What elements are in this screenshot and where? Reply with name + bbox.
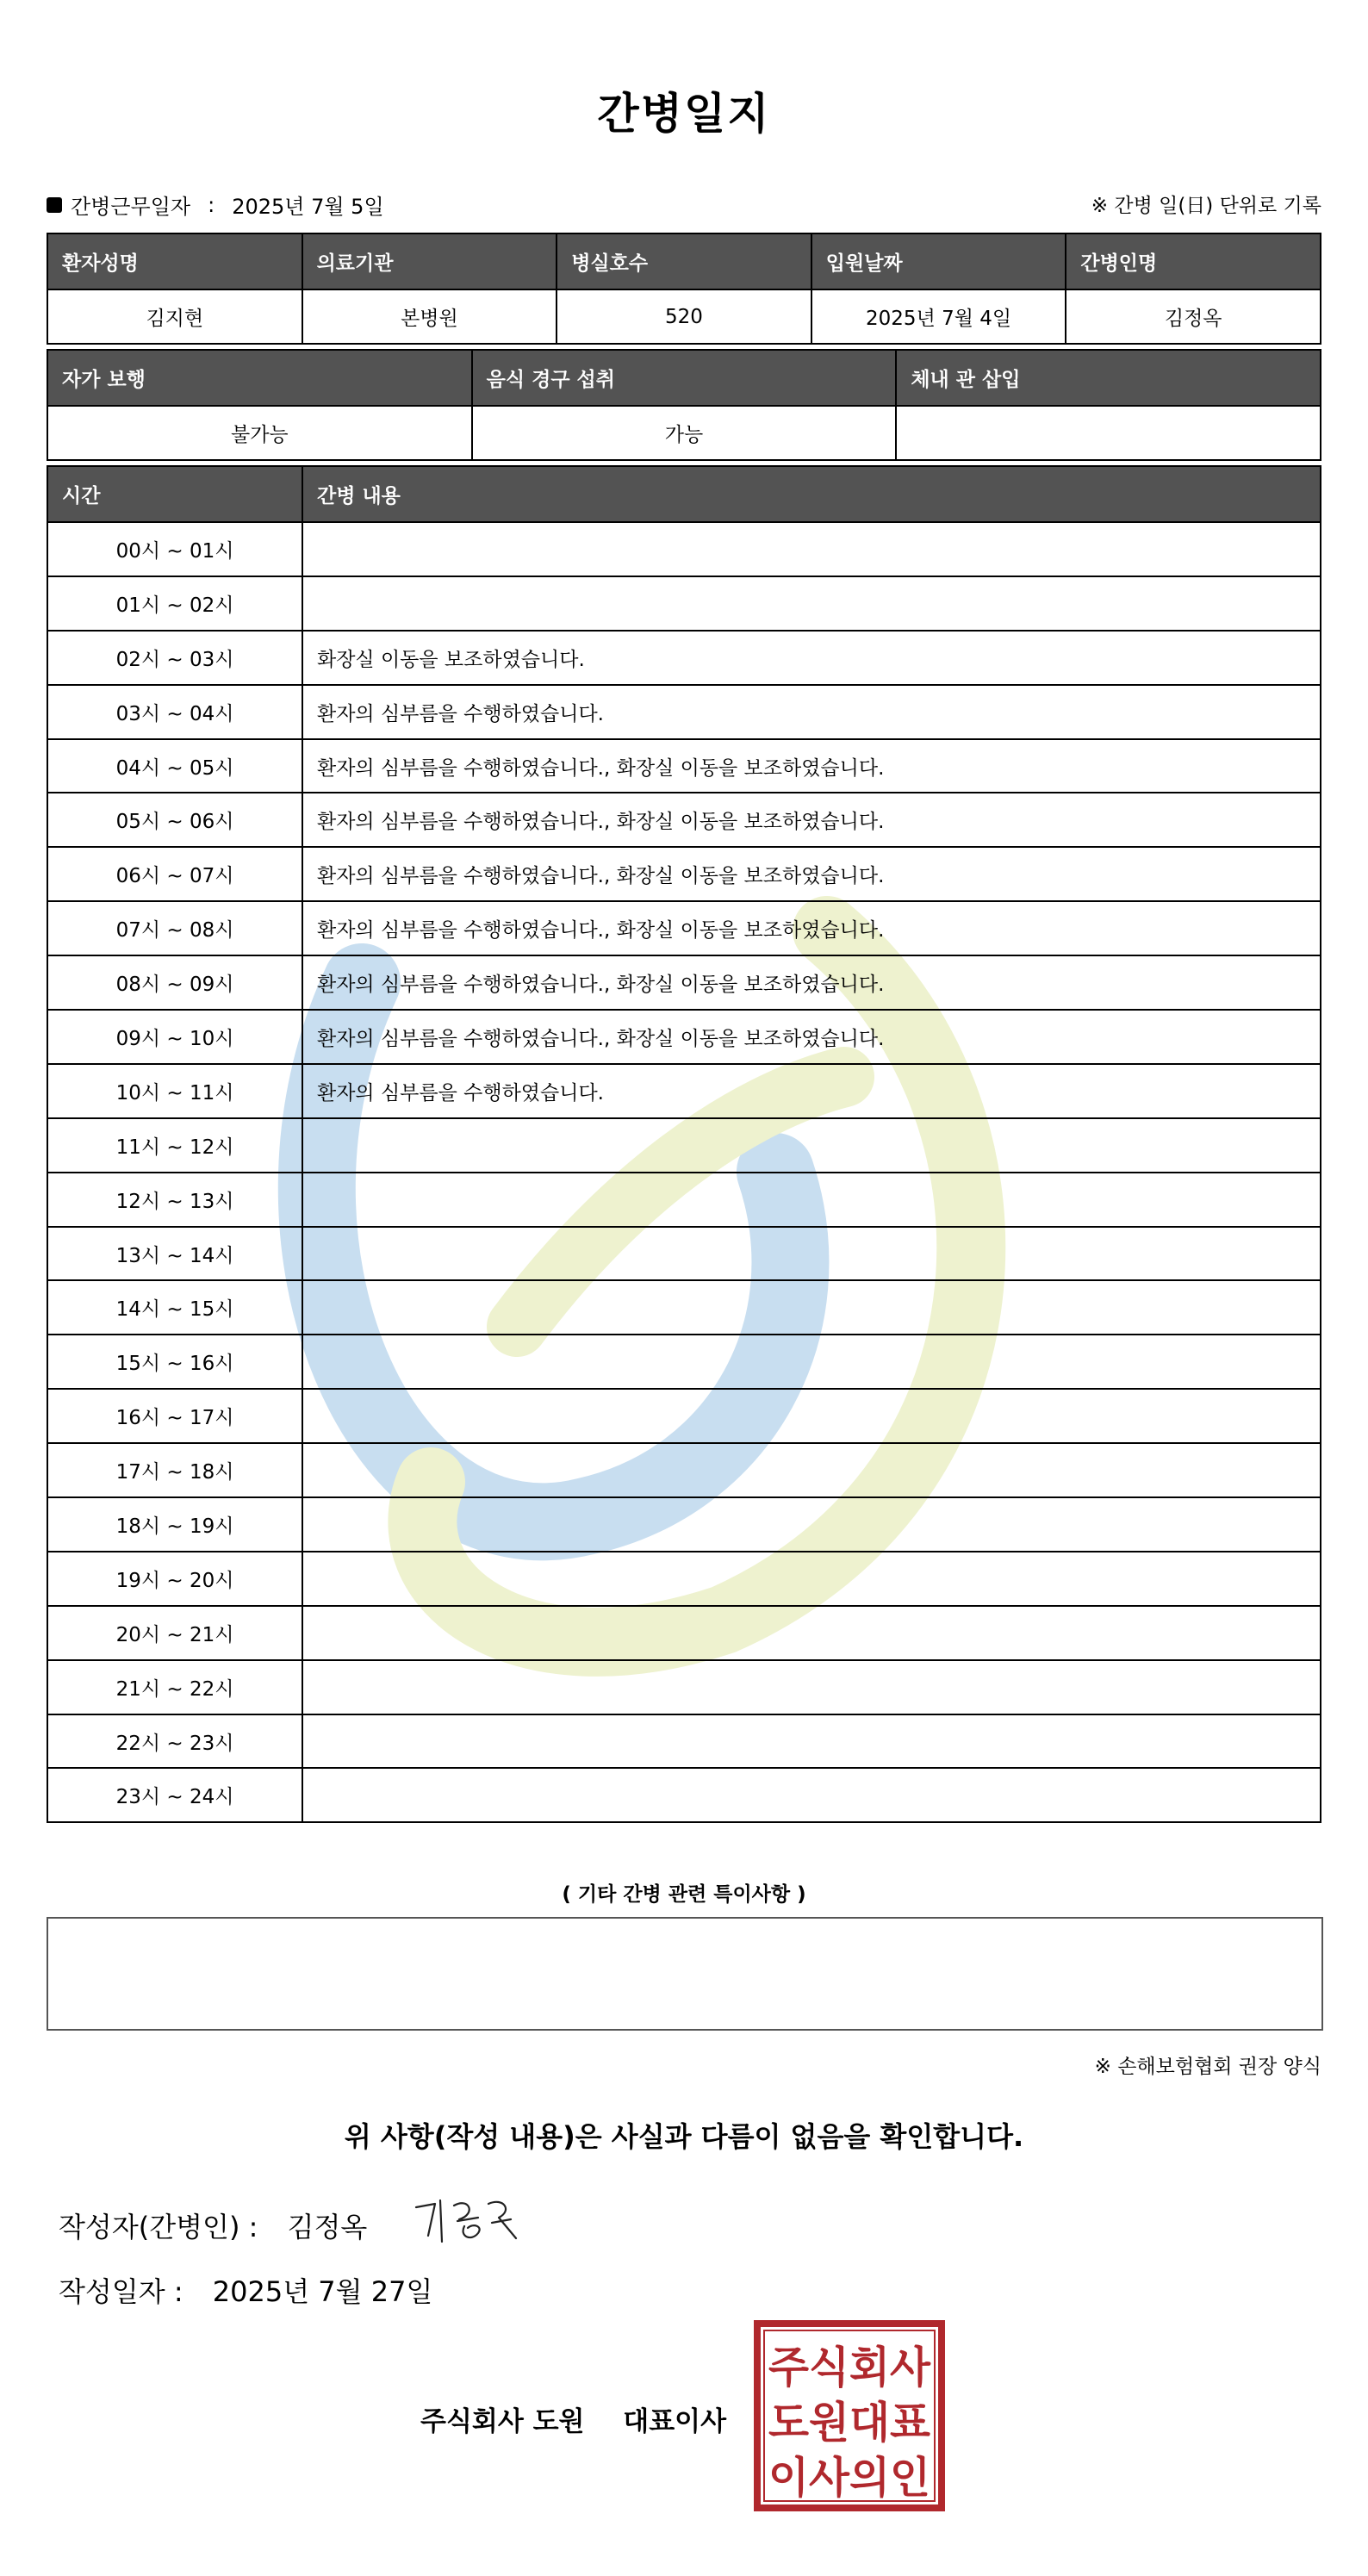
log-content: 환자의 심부름을 수행하였습니다.	[302, 1064, 1321, 1118]
log-time: 17시 ~ 18시	[47, 1443, 302, 1497]
seal-line-3: 이사의인	[768, 2453, 930, 2503]
log-time: 22시 ~ 23시	[47, 1714, 302, 1769]
log-row	[47, 1280, 1321, 1335]
log-content	[302, 1335, 1321, 1389]
log-content	[302, 1714, 1321, 1769]
header-patient-name: 환자성명	[47, 233, 302, 289]
log-content	[302, 1280, 1321, 1335]
company-name: 주식회사 도원	[420, 2406, 585, 2437]
log-row	[47, 1606, 1321, 1660]
log-time: 05시 ~ 06시	[47, 793, 302, 847]
log-content	[302, 1118, 1321, 1173]
patient-info-table	[47, 233, 1321, 345]
handwritten-signature	[409, 2188, 530, 2257]
log-time: 13시 ~ 14시	[47, 1227, 302, 1281]
log-row	[47, 1443, 1321, 1497]
seal-line-2: 도원대표	[768, 2398, 931, 2448]
log-time: 07시 ~ 08시	[47, 901, 302, 955]
remarks-title: ( 기타 간병 관련 특이사항 )	[562, 1883, 806, 1906]
log-time: 21시 ~ 22시	[47, 1660, 302, 1714]
log-time: 00시 ~ 01시	[47, 522, 302, 576]
header-care-content: 간병 내용	[302, 466, 1321, 522]
care-log-table	[47, 465, 1321, 1823]
log-row	[47, 1660, 1321, 1714]
header-oral-intake: 음식 경구 섭취	[472, 350, 897, 406]
confirmation-statement: 위 사항(작성 내용)은 사실과 다름이 없음을 확인합니다.	[344, 2120, 1024, 2153]
work-date-value: 2025년 7월 5일	[232, 195, 384, 219]
log-content: 환자의 심부름을 수행하였습니다., 화장실 이동을 보조하였습니다.	[302, 793, 1321, 847]
log-row	[47, 1118, 1321, 1173]
log-row	[47, 955, 1321, 1010]
log-time: 08시 ~ 09시	[47, 955, 302, 1010]
header-admission-date: 입원날짜	[811, 233, 1066, 289]
writer-name: 김정옥	[287, 2211, 368, 2243]
log-content	[302, 522, 1321, 576]
daily-record-note: ※ 간병 일(日) 단위로 기록	[1091, 195, 1321, 217]
log-content: 환자의 심부름을 수행하였습니다.	[302, 685, 1321, 739]
write-date-line	[59, 2270, 432, 2310]
caregiver-name: 김정옥	[1066, 289, 1321, 344]
log-row	[47, 1768, 1321, 1822]
log-content	[302, 1443, 1321, 1497]
work-date	[47, 190, 384, 220]
log-row	[47, 1335, 1321, 1389]
document-title: 간병일지	[597, 89, 771, 139]
log-content	[302, 1497, 1321, 1552]
patient-name: 김지현	[47, 289, 302, 344]
admission-date: 2025년 7월 4일	[811, 289, 1066, 344]
log-time: 01시 ~ 02시	[47, 576, 302, 631]
log-row	[47, 576, 1321, 631]
log-row	[47, 631, 1321, 685]
log-content	[302, 1389, 1321, 1443]
square-bullet-icon	[47, 197, 62, 213]
log-row	[47, 1064, 1321, 1118]
header-room-number: 병실호수	[557, 233, 811, 289]
work-date-label: 간병근무일자	[71, 195, 191, 219]
log-time: 02시 ~ 03시	[47, 631, 302, 685]
patient-status-table	[47, 349, 1321, 461]
header-hospital: 의료기관	[302, 233, 557, 289]
log-time: 04시 ~ 05시	[47, 739, 302, 793]
log-time: 12시 ~ 13시	[47, 1173, 302, 1227]
writer-label: 작성자(간병인) :	[59, 2211, 258, 2243]
log-content: 화장실 이동을 보조하였습니다.	[302, 631, 1321, 685]
log-content: 환자의 심부름을 수행하였습니다., 화장실 이동을 보조하였습니다.	[302, 1010, 1321, 1064]
hospital: 본병원	[302, 289, 557, 344]
log-time: 15시 ~ 16시	[47, 1335, 302, 1389]
write-date-value: 2025년 7월 27일	[212, 2275, 433, 2308]
remarks-box	[47, 1917, 1323, 2031]
log-time: 06시 ~ 07시	[47, 847, 302, 901]
log-content	[302, 1768, 1321, 1822]
log-content	[302, 1552, 1321, 1606]
self-walking: 불가능	[47, 406, 472, 460]
log-content	[302, 1227, 1321, 1281]
write-date-label: 작성일자 :	[59, 2275, 183, 2308]
log-row	[47, 522, 1321, 576]
work-date-separator: :	[208, 192, 215, 217]
company-seal-stamp	[754, 2320, 945, 2511]
log-time: 16시 ~ 17시	[47, 1389, 302, 1443]
header-caregiver-name: 간병인명	[1066, 233, 1321, 289]
log-row	[47, 847, 1321, 901]
header-time: 시간	[47, 466, 302, 522]
log-row	[47, 793, 1321, 847]
writer-line	[59, 2206, 367, 2245]
log-time: 10시 ~ 11시	[47, 1064, 302, 1118]
log-row	[47, 1714, 1321, 1769]
log-row	[47, 1227, 1321, 1281]
log-time: 03시 ~ 04시	[47, 685, 302, 739]
log-row	[47, 739, 1321, 793]
header-tube-insertion: 체내 관 삽입	[896, 350, 1321, 406]
log-content	[302, 1660, 1321, 1714]
log-row	[47, 685, 1321, 739]
log-content	[302, 1606, 1321, 1660]
log-row	[47, 1552, 1321, 1606]
company-role: 대표이사	[623, 2406, 727, 2437]
log-content	[302, 576, 1321, 631]
log-content: 환자의 심부름을 수행하였습니다., 화장실 이동을 보조하였습니다.	[302, 739, 1321, 793]
log-row	[47, 1389, 1321, 1443]
log-time: 11시 ~ 12시	[47, 1118, 302, 1173]
log-content: 환자의 심부름을 수행하였습니다., 화장실 이동을 보조하였습니다.	[302, 901, 1321, 955]
log-row	[47, 1010, 1321, 1064]
form-source-note: ※ 손해보험협회 권장 양식	[1094, 2056, 1321, 2078]
company-line	[420, 2399, 726, 2438]
log-row	[47, 1497, 1321, 1552]
log-time: 20시 ~ 21시	[47, 1606, 302, 1660]
log-time: 23시 ~ 24시	[47, 1768, 302, 1822]
log-time: 19시 ~ 20시	[47, 1552, 302, 1606]
log-time: 18시 ~ 19시	[47, 1497, 302, 1552]
log-row	[47, 1173, 1321, 1227]
tube-insertion	[896, 406, 1321, 460]
log-content: 환자의 심부름을 수행하였습니다., 화장실 이동을 보조하였습니다.	[302, 955, 1321, 1010]
log-time: 09시 ~ 10시	[47, 1010, 302, 1064]
log-content: 환자의 심부름을 수행하였습니다., 화장실 이동을 보조하였습니다.	[302, 847, 1321, 901]
oral-intake: 가능	[472, 406, 897, 460]
room-number: 520	[557, 289, 811, 344]
log-row	[47, 901, 1321, 955]
seal-line-1: 주식회사	[768, 2343, 931, 2392]
header-self-walking: 자가 보행	[47, 350, 472, 406]
log-time: 14시 ~ 15시	[47, 1280, 302, 1335]
log-content	[302, 1173, 1321, 1227]
